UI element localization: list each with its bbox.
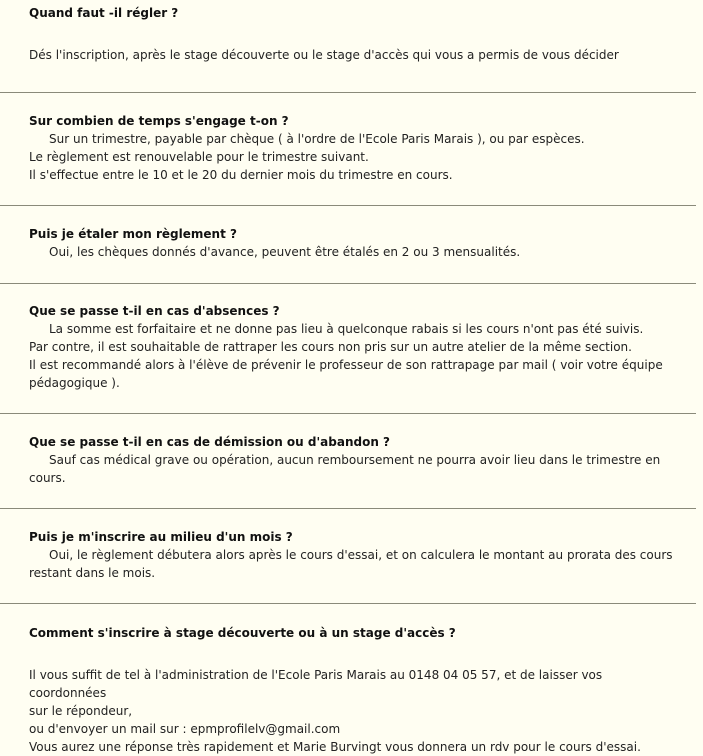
faq-item-1 [0, 4, 693, 64]
divider [0, 508, 696, 509]
faq-item-2 [0, 112, 693, 184]
divider [0, 283, 696, 284]
faq-item-6 [0, 528, 693, 582]
faq-question: Que se passe t-il en cas de démission ou d'abandon ? [29, 435, 391, 449]
divider [0, 92, 696, 93]
faq-item-5 [0, 433, 693, 487]
divider [0, 413, 696, 414]
faq-question: Que se passe t-il en cas d'absences ? [29, 304, 280, 318]
faq-item-3 [0, 225, 693, 261]
faq-question: Puis je étaler mon règlement ? [29, 227, 237, 241]
faq-answer-line: Oui, les chèques donnés d'avance, peuvent être étalés en 2 ou 3 mensualités. [49, 245, 521, 259]
faq-answer-line: pédagogique ). [29, 376, 120, 390]
faq-answer-line: sur le répondeur, [29, 704, 133, 718]
faq-answer-line: Sauf cas médical grave ou opération, aucun remboursement ne pourra avoir lieu dans le trimestre en [49, 453, 661, 467]
faq-answer-line: Oui, le règlement débutera alors après le cours d'essai, et on calculera le montant au prorata des cours [49, 548, 673, 562]
faq-answer-line: Il est recommandé alors à l'élève de prévenir le professeur de son rattrapage par mail ( voir votre équipe [29, 358, 663, 372]
faq-answer-line: Il s'effectue entre le 10 et le 20 du dernier mois du trimestre en cours. [29, 168, 453, 182]
faq-answer-line: Sur un trimestre, payable par chèque ( à l'ordre de l'Ecole Paris Marais ), ou par espèces. [49, 132, 585, 146]
faq-item-7 [0, 624, 693, 756]
faq-answer-line: Par contre, il est souhaitable de rattraper les cours non pris sur un autre atelier de la même section. [29, 340, 632, 354]
divider [0, 205, 696, 206]
faq-question: Puis je m'inscrire au milieu d'un mois ? [29, 530, 293, 544]
faq-answer-line: ou d'envoyer un mail sur : epmprofilelv@gmail.com [29, 722, 341, 736]
faq-answer-line: Le règlement est renouvelable pour le trimestre suivant. [29, 150, 369, 164]
faq-item-4 [0, 302, 693, 392]
faq-answer-line: Vous aurez une réponse très rapidement et Marie Burvingt vous donnera un rdv pour le cours d'essai. [29, 740, 641, 754]
faq-question: Sur combien de temps s'engage t-on ? [29, 114, 289, 128]
faq-answer-line: Il vous suffit de tel à l'administration de l'Ecole Paris Marais au 0148 04 05 57, et de laisser vos coordonnées [29, 668, 603, 700]
faq-question: Comment s'inscrire à stage découverte ou à un stage d'accès ? [29, 626, 456, 640]
faq-answer-line: La somme est forfaitaire et ne donne pas lieu à quelconque rabais si les cours n'ont pas été suivis. [49, 322, 644, 336]
divider [0, 603, 696, 604]
faq-answer-line: restant dans le mois. [29, 566, 156, 580]
faq-answer-line: Dés l'inscription, après le stage découverte ou le stage d'accès qui vous a permis de vous décider [29, 48, 619, 62]
faq-answer-line: cours. [29, 471, 66, 485]
faq-question: Quand faut -il régler ? [29, 6, 179, 20]
